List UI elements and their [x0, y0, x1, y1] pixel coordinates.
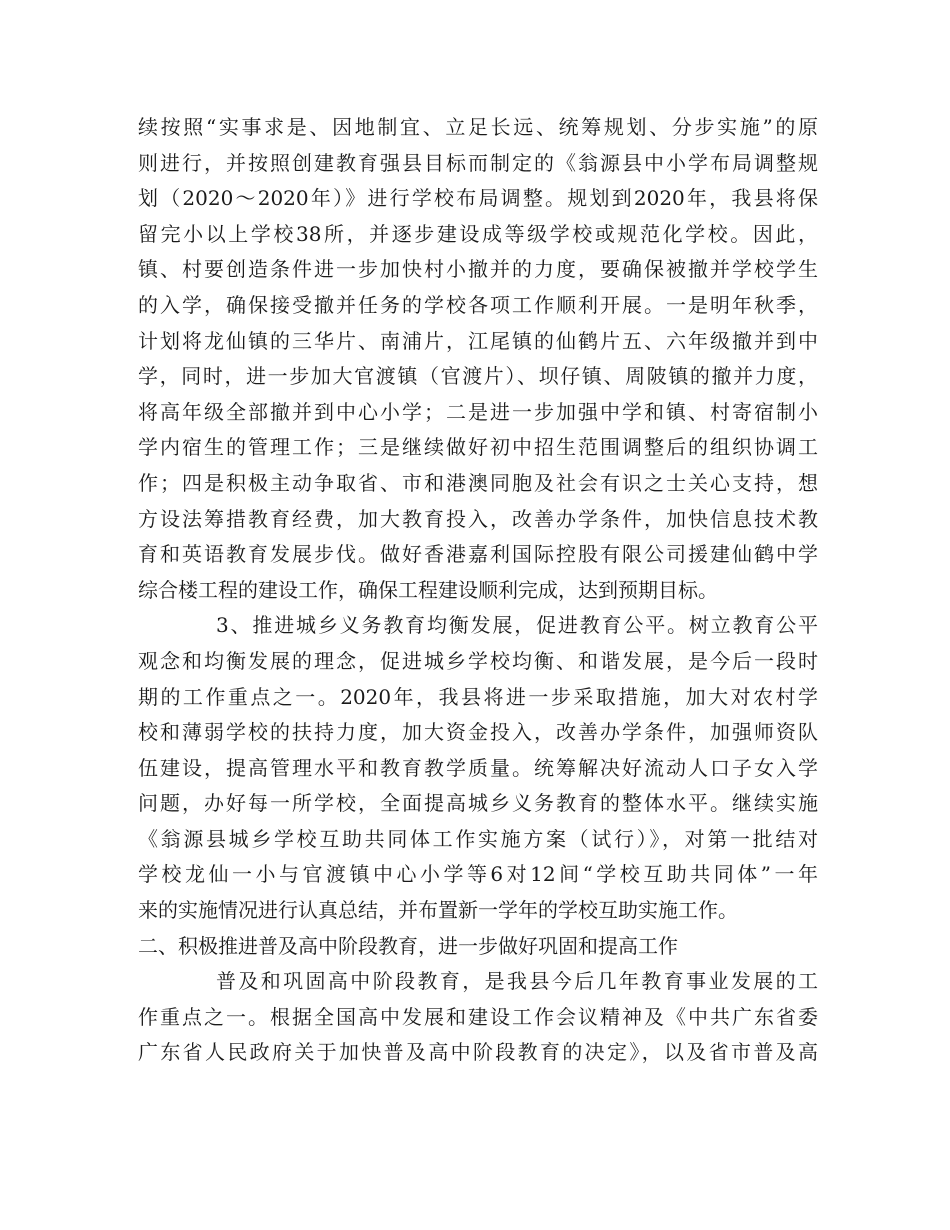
text-line: 《翁源县城乡学校互助共同体工作实施方案（试行）》，对第一批结对 [138, 826, 818, 851]
text-line: 计划将龙仙镇的三华片、南浦片，江尾镇的仙鹤片五、六年级撤并到中 [138, 328, 818, 353]
text-line: 续按照“实事求是、因地制宜、立足长远、统筹规划、分步实施”的原 [138, 115, 818, 139]
text-line: 期的工作重点之一。2020年，我县将进一步采取措施，加大对农村学 [138, 684, 818, 709]
text-line: 综合楼工程的建设工作，确保工程建设顺利完成，达到预期目标。 [138, 577, 718, 602]
text-line: 观念和均衡发展的理念，促进城乡学校均衡、和谐发展，是今后一段时 [138, 648, 818, 673]
text-line: 镇、村要创造条件进一步加快村小撤并的力度，要确保被撤并学校学生 [138, 257, 818, 282]
text-line: 将高年级全部撤并到中心小学；二是进一步加强中学和镇、村寄宿制小 [138, 399, 818, 424]
text-line: 的入学，确保接受撤并任务的学校各项工作顺利开展。一是明年秋季， [138, 292, 818, 317]
text-line: 方设法筹措教育经费，加大教育投入，改善办学条件，加快信息技术教 [138, 506, 818, 531]
text-line: 问题，办好每一所学校，全面提高城乡义务教育的整体水平。继续实施 [138, 791, 818, 816]
text-line: 作；四是积极主动争取省、市和港澳同胞及社会有识之士关心支持，想 [138, 470, 818, 495]
text-line: 来的实施情况进行认真总结，并布置新一学年的学校互助实施工作。 [138, 898, 738, 923]
text-line: 校和薄弱学校的扶持力度，加大资金投入，改善办学条件，加强师资队 [138, 720, 818, 745]
text-line: 伍建设，提高管理水平和教育教学质量。统筹解决好流动人口子女入学 [138, 755, 818, 780]
text-line: 学内宿生的管理工作；三是继续做好初中招生范围调整后的组织协调工 [138, 435, 818, 460]
text-line: 划（2020～2020年）》进行学校布局调整。规划到2020年，我县将保 [138, 186, 818, 211]
section-heading: 二、积极推进普及高中阶段教育，进一步做好巩固和提高工作 [138, 933, 678, 958]
paragraph-first-line: 普及和巩固高中阶段教育，是我县今后几年教育事业发展的工 [216, 969, 818, 994]
text-line: 留完小以上学校38所，并逐步建设成等级学校或规范化学校。因此， [138, 221, 818, 246]
text-line: 则进行，并按照创建教育强县目标而制定的《翁源县中小学布局调整规 [138, 150, 818, 175]
text-line: 育和英语教育发展步伐。做好香港嘉利国际控股有限公司援建仙鹤中学 [138, 542, 818, 567]
text-line: 广东省人民政府关于加快普及高中阶段教育的决定》，以及省市普及高 [138, 1040, 818, 1065]
text-line: 学，同时，进一步加大官渡镇（官渡片）、坝仔镇、周陂镇的撤并力度， [138, 364, 818, 389]
paragraph-first-line: 3、推进城乡义务教育均衡发展，促进教育公平。树立教育公平 [216, 613, 818, 638]
text-line: 学校龙仙一小与官渡镇中心小学等6对12间“学校互助共同体”一年 [138, 862, 818, 887]
text-line: 作重点之一。根据全国高中发展和建设工作会议精神及《中共广东省委 [138, 1004, 818, 1029]
